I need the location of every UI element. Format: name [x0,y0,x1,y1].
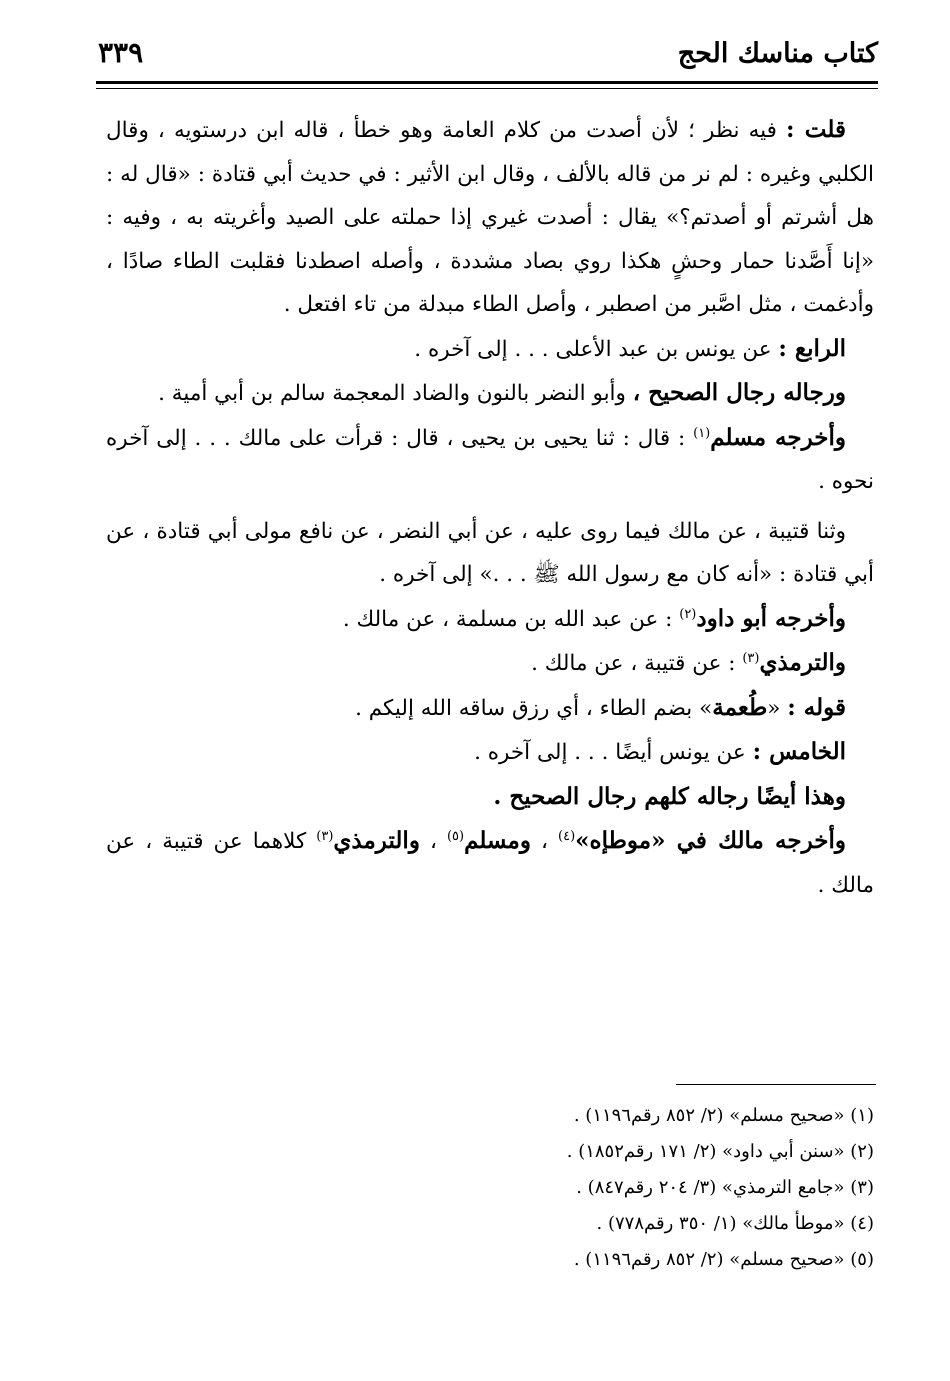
text-run: : عن قتيبة ، عن مالك . [531,651,743,676]
footnote-ref: (٣) [742,650,760,666]
footnote-2: (٢) «سنن أبي داود» (٢/ ١٧١ رقم١٨٥٢) . [566,1141,874,1162]
text-run: : قال : ثنا يحيى بن يحيى ، قال : قرأت على مالك . . . إلى آخره نحوه . [106,425,874,494]
bold-run: وأخرجه مسلم [710,423,846,451]
bold-run: وأخرجه مالك في «موطإه» [575,827,846,854]
text-run: : عن عبد الله بن مسلمة ، عن مالك . [342,606,680,632]
text-run: وأبو النضر بالنون والضاد المعجمة سالم بن أبي أمية . [158,381,633,406]
text-run: « [767,695,788,721]
paragraph-4 [106,416,874,504]
text-run: ، [419,829,447,854]
bold-run: ومسلم [464,827,531,854]
page-number: ٣٣٩ [98,36,144,69]
text-run: وثنا قتيبة ، عن مالك فيما روى عليه ، عن أبي النضر ، عن نافع مولى أبي قتادة ، عن أبي قتادة : «أنه كان مع رسول الله ﷺ . . .» إلى آخره . [106,518,874,587]
text-run: ، [530,829,559,854]
footnote-ref: (٣) [316,828,334,844]
bold-run: والترمذي [333,827,420,854]
paragraph-7 [106,641,874,686]
footnote-4: (٤) «موطأ مالك» (١/ ٣٥٠ رقم٧٧٨) . [596,1213,874,1234]
bold-run: قلت : [786,116,846,143]
paragraph-10 [106,775,874,820]
footnote-3: (٣) «جامع الترمذي» (٣/ ٢٠٤ رقم٨٤٧) . [576,1177,874,1198]
paragraph-8 [106,686,874,731]
footnote-ref: (١) [693,425,711,441]
paragraph-2 [106,327,874,372]
bold-run: ورجاله رجال الصحيح ، [632,379,846,406]
bold-run: والترمذي [759,649,846,676]
footnote-ref: (٤) [558,828,576,844]
header-rule-thin [96,88,878,89]
footnote-1: (١) «صحيح مسلم» (٢/ ٨٥٢ رقم١١٩٦) . [573,1105,874,1126]
footnote-ref: (٢) [679,606,697,622]
paragraph-5 [106,510,874,597]
paragraph-1 [106,108,874,327]
paragraph-9 [106,730,874,775]
bold-run: الخامس : [752,738,846,765]
paragraph-11 [106,819,874,907]
footnote-separator [676,1084,876,1085]
text-run: فيه نظر ؛ لأن أصدت من كلام العامة وهو خطأ ، قاله ابن درستويه ، وقال الكلبي وغيره : لم نر من قاله بالألف ، وقال ابن الأثير : في حديث أبي قتادة : «قال له : هل أشرتم أو أصدتم؟» يقال : أصدت غيري إذا حملته على الصيد وأغريته به ، وفيه : «إنا أَصَّدنا حمار وحشٍ هكذا روي بصاد مشددة ، وأصله اصطدنا فقلبت الطاء صادًا ، وأدغمت ، مثل اصَّبر من اصطبر ، وأصل الطاء مبدلة من تاء افتعل . [106,118,874,317]
footnotes [474,1098,874,1278]
paragraph-6 [106,597,874,642]
page-header [96,34,878,78]
text-run: كلاهما عن قتيبة ، عن مالك . [106,829,874,898]
header-rule-thick [96,81,878,84]
bold-run: وهذا أيضًا رجاله كلهم رجال الصحيح . [493,782,846,810]
bold-run: قوله : [787,693,846,721]
bold-run: وأخرجه أبو داود [696,604,846,632]
footnote-ref: (٥) [446,828,465,844]
paragraph-3 [106,371,874,416]
text-run: عن يونس بن عبد الأعلى . . . إلى آخره . [414,336,779,362]
bold-run: الرابع : [778,334,846,362]
text-run: » بضم الطاء ، أي رزق ساقه الله إليكم . [355,695,713,721]
text-run: عن يونس أيضًا . . . إلى آخره . [474,740,753,765]
bold-run: طُعمة [712,693,768,721]
book-title: كتاب مناسك الحج [677,38,878,69]
main-text [106,108,874,907]
footnote-5: (٥) «صحيح مسلم» (٢/ ٨٥٢ رقم١١٩٦) . [573,1249,874,1270]
